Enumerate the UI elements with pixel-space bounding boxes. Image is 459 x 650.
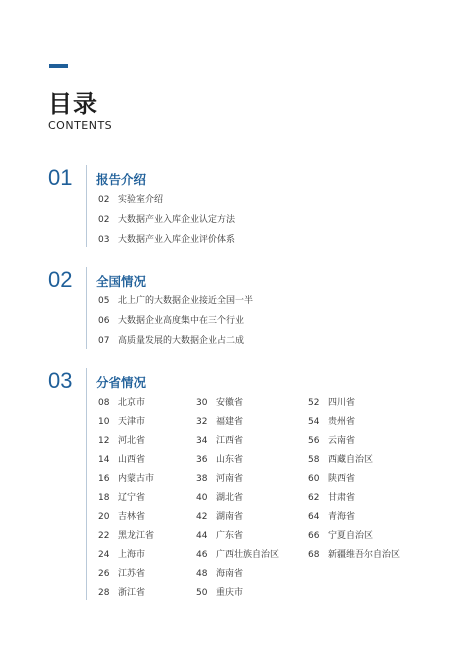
province-item[interactable] xyxy=(196,530,243,542)
toc-item[interactable] xyxy=(98,315,244,327)
province-page: 22 xyxy=(98,531,110,541)
province-item[interactable] xyxy=(308,397,355,409)
province-label: 福建省 xyxy=(216,417,244,427)
province-page: 34 xyxy=(196,436,208,446)
toc-item-label: 大数据产业入库企业认定方法 xyxy=(118,215,236,225)
province-page: 56 xyxy=(308,436,320,446)
province-item[interactable] xyxy=(98,511,145,523)
province-label: 上海市 xyxy=(118,550,146,560)
province-item[interactable] xyxy=(98,397,145,409)
province-page: 36 xyxy=(196,455,208,465)
toc-item-page: 02 xyxy=(98,215,110,225)
province-item[interactable] xyxy=(98,435,145,447)
province-item[interactable] xyxy=(196,473,243,485)
toc-item-label: 高质量发展的大数据企业占二成 xyxy=(118,336,245,346)
province-label: 贵州省 xyxy=(328,417,356,427)
province-item[interactable] xyxy=(196,492,243,504)
page-subtitle: CONTENTS xyxy=(48,119,113,132)
province-label: 辽宁省 xyxy=(118,493,146,503)
section-divider xyxy=(86,368,87,600)
province-item[interactable] xyxy=(196,549,279,561)
section-title: 报告介绍 xyxy=(96,172,147,187)
province-label: 新疆维吾尔自治区 xyxy=(328,550,401,560)
accent-bar xyxy=(49,64,68,68)
province-label: 北京市 xyxy=(118,398,146,408)
province-item[interactable] xyxy=(98,568,145,580)
province-label: 青海省 xyxy=(328,512,356,522)
section-number: 01 xyxy=(48,165,73,190)
province-label: 广东省 xyxy=(216,531,244,541)
province-item[interactable] xyxy=(98,473,154,485)
province-page: 48 xyxy=(196,569,208,579)
section-title: 分省情况 xyxy=(96,375,147,390)
province-page: 62 xyxy=(308,493,320,503)
toc-item-page: 03 xyxy=(98,235,110,245)
province-label: 湖南省 xyxy=(216,512,244,522)
toc-item-label: 大数据产业入库企业评价体系 xyxy=(118,235,236,245)
province-page: 28 xyxy=(98,588,110,598)
province-page: 50 xyxy=(196,588,208,598)
province-label: 山东省 xyxy=(216,455,244,465)
toc-item[interactable] xyxy=(98,335,244,347)
province-label: 甘肃省 xyxy=(328,493,356,503)
toc-item-page: 06 xyxy=(98,316,110,326)
province-label: 浙江省 xyxy=(118,588,146,598)
toc-item-page: 07 xyxy=(98,336,110,346)
province-item[interactable] xyxy=(196,587,243,599)
province-label: 海南省 xyxy=(216,569,244,579)
province-label: 河北省 xyxy=(118,436,146,446)
province-item[interactable] xyxy=(98,492,145,504)
province-page: 52 xyxy=(308,398,320,408)
province-page: 46 xyxy=(196,550,208,560)
province-item[interactable] xyxy=(98,416,145,428)
province-item[interactable] xyxy=(308,473,355,485)
province-page: 38 xyxy=(196,474,208,484)
toc-item[interactable] xyxy=(98,234,235,246)
section-number: 02 xyxy=(48,267,73,292)
toc-item[interactable] xyxy=(98,295,253,307)
province-label: 江苏省 xyxy=(118,569,146,579)
province-page: 26 xyxy=(98,569,110,579)
province-label: 安徽省 xyxy=(216,398,244,408)
province-item[interactable] xyxy=(196,511,243,523)
province-page: 20 xyxy=(98,512,110,522)
province-label: 天津市 xyxy=(118,417,146,427)
province-item[interactable] xyxy=(196,568,243,580)
province-page: 64 xyxy=(308,512,320,522)
province-page: 30 xyxy=(196,398,208,408)
province-page: 58 xyxy=(308,455,320,465)
province-page: 54 xyxy=(308,417,320,427)
section-number: 03 xyxy=(48,368,73,393)
province-page: 66 xyxy=(308,531,320,541)
province-page: 10 xyxy=(98,417,110,427)
province-item[interactable] xyxy=(308,549,400,561)
province-item[interactable] xyxy=(308,511,355,523)
province-label: 重庆市 xyxy=(216,588,244,598)
province-label: 西藏自治区 xyxy=(328,455,374,465)
province-item[interactable] xyxy=(196,397,243,409)
section-provinces xyxy=(48,368,448,608)
province-item[interactable] xyxy=(308,454,373,466)
province-label: 吉林省 xyxy=(118,512,146,522)
province-page: 18 xyxy=(98,493,110,503)
section-report-intro xyxy=(48,165,428,250)
toc-item-page: 02 xyxy=(98,195,110,205)
province-label: 云南省 xyxy=(328,436,356,446)
toc-item-label: 实验室介绍 xyxy=(118,195,164,205)
province-label: 江西省 xyxy=(216,436,244,446)
province-page: 68 xyxy=(308,550,320,560)
page-title: 目录 xyxy=(48,90,98,118)
province-label: 陕西省 xyxy=(328,474,356,484)
province-page: 42 xyxy=(196,512,208,522)
province-page: 60 xyxy=(308,474,320,484)
province-page: 08 xyxy=(98,398,110,408)
section-divider xyxy=(86,267,87,349)
toc-item[interactable] xyxy=(98,194,163,206)
province-page: 14 xyxy=(98,455,110,465)
province-page: 44 xyxy=(196,531,208,541)
province-page: 40 xyxy=(196,493,208,503)
province-label: 河南省 xyxy=(216,474,244,484)
province-label: 山西省 xyxy=(118,455,146,465)
province-page: 24 xyxy=(98,550,110,560)
province-item[interactable] xyxy=(308,435,355,447)
province-label: 四川省 xyxy=(328,398,356,408)
province-page: 16 xyxy=(98,474,110,484)
province-label: 湖北省 xyxy=(216,493,244,503)
province-page: 12 xyxy=(98,436,110,446)
province-item[interactable] xyxy=(308,530,373,542)
province-item[interactable] xyxy=(308,416,355,428)
section-national xyxy=(48,267,428,352)
toc-item[interactable] xyxy=(98,214,235,226)
province-label: 宁夏自治区 xyxy=(328,531,374,541)
province-item[interactable] xyxy=(98,587,145,599)
section-divider xyxy=(86,165,87,247)
province-item[interactable] xyxy=(308,492,355,504)
province-item[interactable] xyxy=(196,416,243,428)
toc-item-label: 大数据企业高度集中在三个行业 xyxy=(118,316,245,326)
province-label: 内蒙古市 xyxy=(118,474,155,484)
toc-item-label: 北上广的大数据企业接近全国一半 xyxy=(118,296,254,306)
province-item[interactable] xyxy=(196,454,243,466)
section-title: 全国情况 xyxy=(96,274,147,289)
province-item[interactable] xyxy=(98,549,145,561)
province-item[interactable] xyxy=(98,530,154,542)
toc-item-page: 05 xyxy=(98,296,110,306)
province-item[interactable] xyxy=(196,435,243,447)
province-label: 黑龙江省 xyxy=(118,531,155,541)
province-label: 广西壮族自治区 xyxy=(216,550,280,560)
province-item[interactable] xyxy=(98,454,145,466)
province-page: 32 xyxy=(196,417,208,427)
